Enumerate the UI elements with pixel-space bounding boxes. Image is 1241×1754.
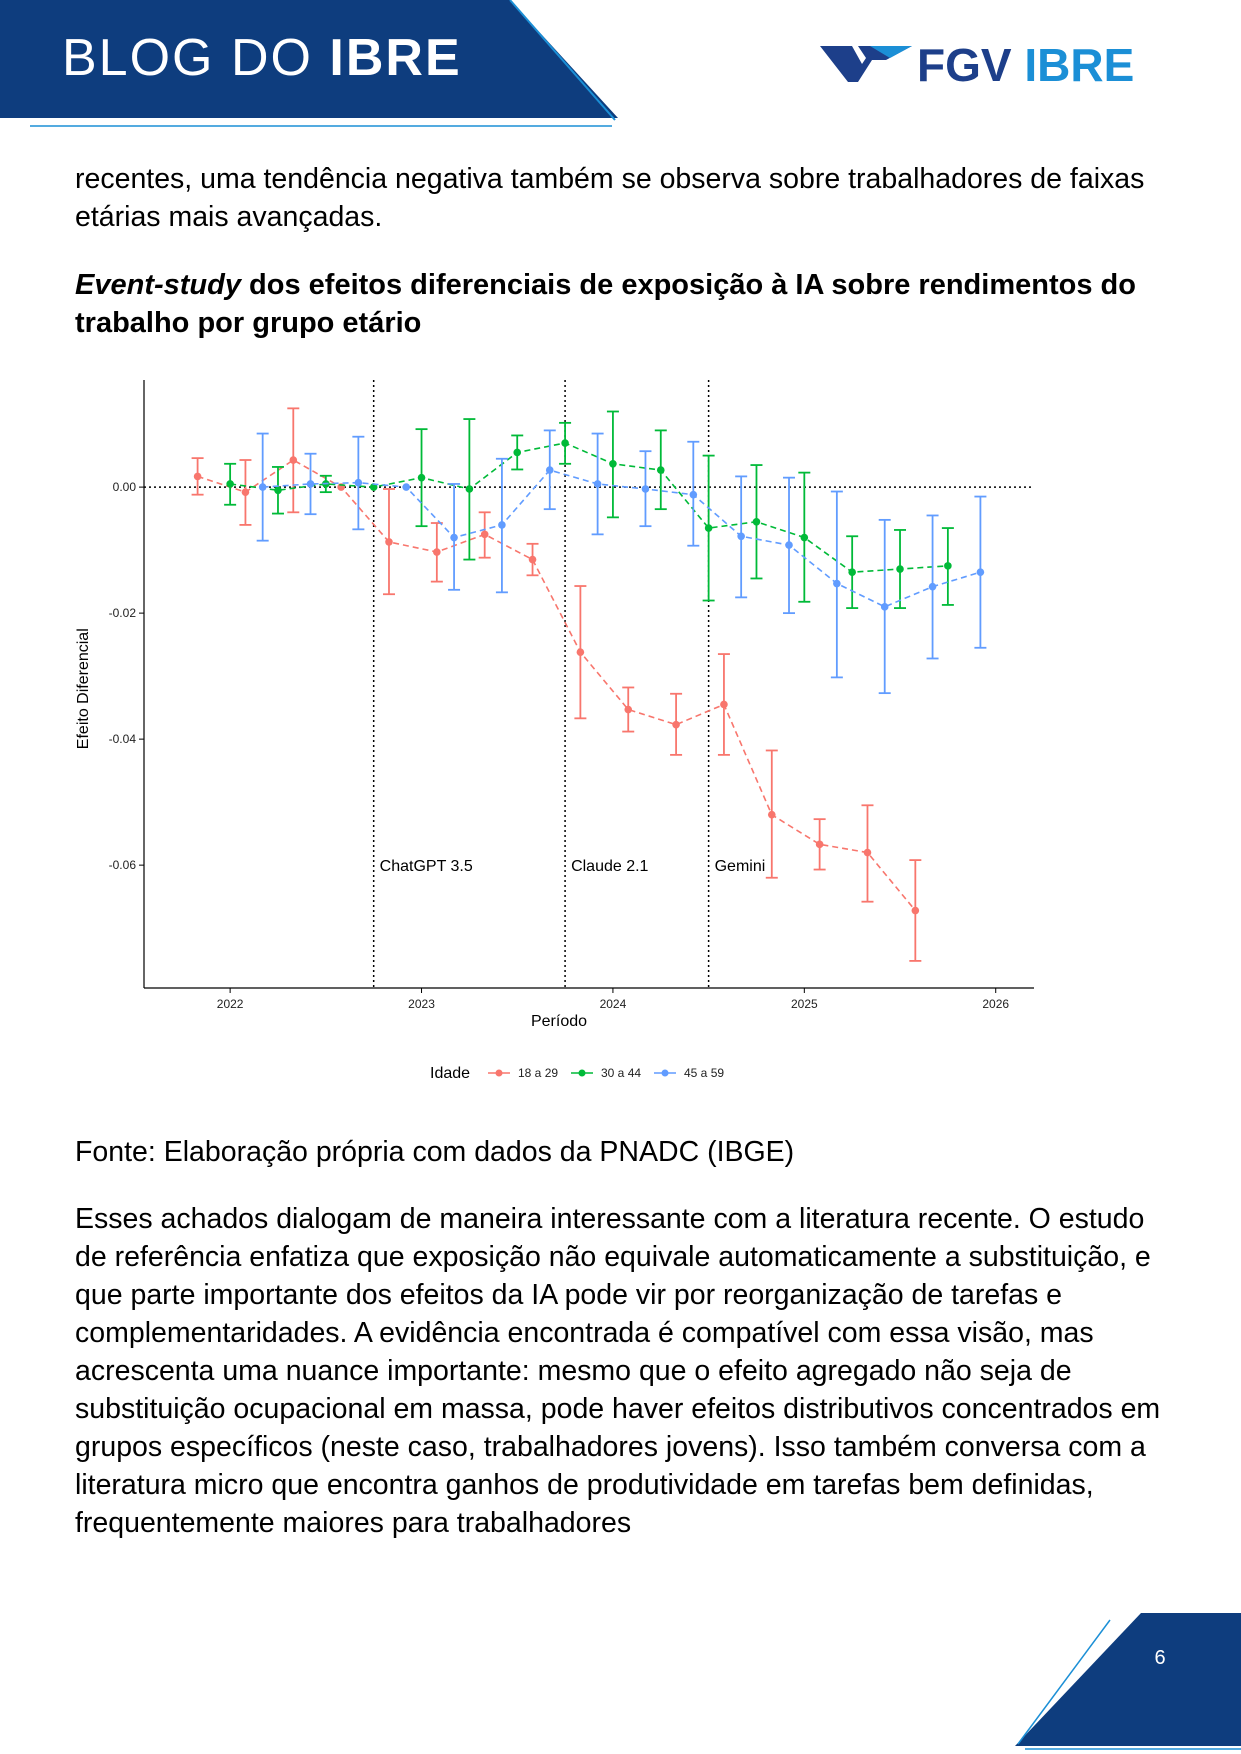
x-axis-title: Período bbox=[530, 1013, 588, 1030]
event-label: Claude 2.1 bbox=[571, 858, 649, 876]
data-point bbox=[513, 449, 521, 457]
data-point bbox=[450, 534, 458, 542]
legend-key-point bbox=[662, 1070, 669, 1077]
data-point bbox=[561, 439, 569, 447]
data-point bbox=[690, 491, 698, 499]
data-point bbox=[657, 466, 665, 474]
data-point bbox=[672, 721, 680, 729]
data-point bbox=[194, 473, 202, 481]
legend-key-point bbox=[496, 1070, 503, 1077]
legend-label: 18 a 29 bbox=[518, 1066, 559, 1080]
data-point bbox=[977, 568, 985, 576]
data-point bbox=[944, 562, 952, 570]
footer-banner bbox=[1000, 1608, 1241, 1754]
data-point bbox=[801, 534, 809, 542]
data-point bbox=[274, 486, 282, 494]
data-point bbox=[481, 531, 489, 539]
data-point bbox=[642, 485, 650, 493]
y-tick-label: -0.06 bbox=[108, 858, 136, 873]
fgv-wing-logo-icon bbox=[820, 42, 912, 86]
blog-title bbox=[62, 26, 462, 90]
legend-label: 30 a 44 bbox=[601, 1066, 642, 1080]
data-point bbox=[385, 538, 393, 546]
series-line bbox=[230, 443, 948, 572]
y-tick-label: 0.00 bbox=[112, 480, 136, 495]
series-line bbox=[263, 470, 981, 607]
event-study-chart bbox=[60, 370, 1070, 1090]
data-point bbox=[929, 583, 937, 591]
data-point bbox=[546, 466, 554, 474]
data-point bbox=[785, 541, 793, 549]
data-point bbox=[912, 907, 920, 915]
event-label: ChatGPT 3.5 bbox=[379, 858, 473, 876]
data-point bbox=[768, 811, 776, 819]
chart-heading-rest: dos efeitos diferenciais de exposição à IA sobre rendimentos do trabalho por grupo etário bbox=[75, 269, 1136, 339]
data-point bbox=[881, 603, 889, 611]
y-tick-label: -0.04 bbox=[108, 732, 136, 747]
fgv-ibre-logo bbox=[820, 39, 1160, 91]
data-point bbox=[705, 524, 713, 532]
data-point bbox=[896, 565, 904, 573]
x-tick-label: 2026 bbox=[982, 997, 1010, 1011]
data-point bbox=[289, 456, 297, 464]
data-point bbox=[737, 532, 745, 540]
data-point bbox=[226, 480, 234, 488]
series-line bbox=[198, 460, 916, 910]
source-caption: Fonte: Elaboração própria com dados da PNADC (IBGE) bbox=[75, 1136, 795, 1168]
legend-label: 45 a 59 bbox=[684, 1066, 725, 1080]
data-point bbox=[624, 706, 632, 714]
blog-title-bold: IBRE bbox=[329, 29, 462, 87]
data-point bbox=[609, 460, 617, 468]
x-tick-label: 2024 bbox=[599, 997, 627, 1011]
y-axis-title: Efeito Diferencial bbox=[75, 628, 92, 750]
logo-text-ibre: IBRE bbox=[1024, 39, 1135, 91]
data-point bbox=[577, 648, 585, 656]
data-point bbox=[833, 580, 841, 588]
data-point bbox=[418, 474, 426, 482]
data-point bbox=[529, 556, 537, 564]
data-point bbox=[402, 483, 410, 491]
x-tick-label: 2025 bbox=[790, 997, 818, 1011]
logo-text bbox=[917, 39, 1135, 91]
data-point bbox=[466, 485, 474, 493]
data-point bbox=[753, 518, 761, 526]
body-paragraph: Esses achados dialogam de maneira interessante com a literatura recente. O estudo de referência enfatiza que exposição não equivale automaticamente a substituição, e que parte importante dos efeitos da IA pode vir por reorganização de tarefas e complementaridades. A evidência encontrada é compatível com essa visão, mas acrescenta uma nuance importante: mesmo que o efeito agregado não seja de substituição ocupacional em massa, pode haver efeitos distributivos concentrados em grupos específicos (neste caso, trabalhadores jovens). Isso também conversa com a literatura micro que encontra ganhos de produtividade em tarefas bem definidas, frequentemente maiores para trabalhadores bbox=[75, 1203, 1161, 1539]
chart-heading bbox=[75, 266, 1175, 342]
data-point bbox=[307, 480, 315, 488]
legend-key-point bbox=[579, 1070, 586, 1077]
data-point bbox=[355, 479, 363, 487]
data-point bbox=[433, 548, 441, 556]
blog-title-light: BLOG DO bbox=[62, 29, 330, 87]
y-tick-label: -0.02 bbox=[108, 606, 136, 621]
data-point bbox=[848, 568, 856, 576]
data-point bbox=[498, 521, 506, 529]
data-point bbox=[242, 488, 250, 496]
chart-heading-italic: Event-study bbox=[75, 269, 241, 301]
data-point bbox=[816, 841, 824, 849]
x-tick-label: 2022 bbox=[216, 997, 244, 1011]
intro-paragraph: recentes, uma tendência negativa também se observa sobre trabalhadores de faixas etárias mais avançadas. bbox=[75, 163, 1145, 233]
x-tick-label: 2023 bbox=[408, 997, 435, 1011]
page-number: 6 bbox=[1154, 1647, 1166, 1669]
logo-text-fgv: FGV bbox=[917, 39, 1012, 91]
data-point bbox=[864, 849, 872, 857]
data-point bbox=[594, 480, 602, 488]
event-label: Gemini bbox=[714, 858, 766, 876]
legend-title: Idade bbox=[430, 1065, 471, 1082]
data-point bbox=[259, 483, 267, 491]
data-point bbox=[720, 701, 728, 709]
